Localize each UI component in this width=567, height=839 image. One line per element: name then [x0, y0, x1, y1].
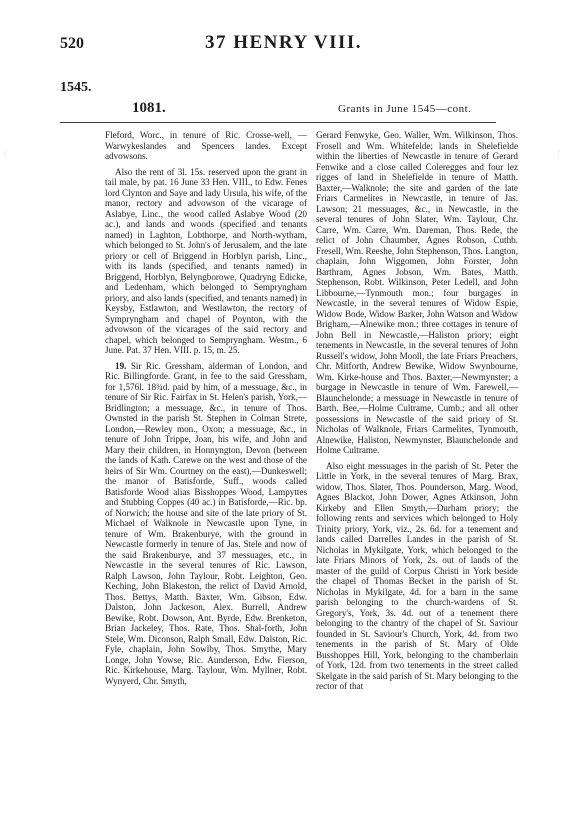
- left-paragraph-2: Also the rent of 3l. 15s. reserved upon the grant in tail male, by pat. 16 June 33 Hen. VIII., to Edw. Fenes lord Clynton and Saye and lady Ursula, his wife, of the manor, rectory and advowson of the vicarage of Aslabye, Linc., the wood called Aslabye Wood (20 ac.), and lands and woods (specified and tenants named) in Laghton, Lobthorpe, and North-wytham, which belonged to St. John's of Jerusalem, and the late priory or cell of Briggend in Horblyn parish, Linc., with its lands (specified, and tenants named) in Briggend, Horblyn, Belyngborowe, Quadryng Edicke, and Ledenham, which belonged to Sempryngham priory, and also lands (specified, and tenants named) in Keysby, Estlawton, and Westlawton, the rectory of Sympryngham and chapel of Poynton, with the advowson of the vicarages of the said rectory and chapel, which belonged to Sempryngham. Westm., 6 June. Pat. 37 Hen. VIII. p. 15, m. 25.: [105, 166, 307, 355]
- entry-19-number: 19.: [115, 360, 127, 371]
- section-heading: Grants in June 1545—cont.: [338, 103, 472, 115]
- header-rule: [60, 122, 496, 123]
- left-edge-watermark: │: [2, 150, 8, 158]
- entry-number: 1081.: [132, 100, 166, 116]
- right-edge-watermark: │: [556, 150, 562, 158]
- right-paragraph-1: Gerard Fenwyke, Geo. Waller, Wm. Wilkinson, Thos. Frosell and Wm. Whitefelde; lands in Shelefielde within the liberties of Newcastle in tenure of Gerard Fenwike and a close called Coleregges and four lez rigges of land in Shelefielde in tenure of Matth. Baxter,—Walknole; the site and garden of the late Friars Carmelites in Newcastle, in tenure of Jas. Lawson; 21 messuages, &c., in Newcastle, in the several tenures of John Slater, Wm. Taylour, Chr. Carre, Wm. Carre, Wm. Dareman, Thos. Rede, the relict of John Chaumber, Agnes Robson, Cuthb. Fresell, Wm. Reeshe, John Stephenson, Thos. Langton, chaplain, John Wiggomen, John Forster, John Barthram, Agnes Jobson, Wm. Bates, Matth. Stephenson, Robt. Wilkinson, Peter Ledell, and John Libbourne,—Tynmouth mon.; four burgages in Newcastle, in the several tenures of Widow Espie, Widow Bode, Widow Barker, John Watson and Widow Brigham,—Alnewike mon.; three cottages in tenure of John Bell in Newcastle,—Haliston priory; eight tenements in Newcastle, in the several tenures of John Russell's widow, John Mooll, the late Friars Preachers, Chr. Mitforth, Andrew Bewike, Widow Swynbourne, Wm. Kirke-house and Thos. Baxter,—Newmynster; a burgage in Newcastle in tenure of Wm. Farewell,—Blaunchelonde; a messuage in Newcastle in tenure of Barth. Bee,—Holme Cultrame, Cumb.; and all other possessions in Newcastle of the said priory of St. Nicholas of Walknole, Friars Carmelites, Tynmouth, Alnewike, Haliston, Newmynster, Blaunchelonde and Holme Cultrame.: [316, 130, 518, 455]
- page-number: 520: [60, 35, 84, 52]
- running-title: 37 HENRY VIII.: [204, 32, 363, 53]
- right-paragraph-2: Also eight messuages in the parish of St. Peter the Little in York, in the several tenures of Marg. Brax, widow, Thos. Slater, Thos. Pounderson, Marg. Wood, Agnes Blackot, John Dower, Agnes Atkinson, John Kirkeby and Ellen Smyth,—Durham priory; the following rents and services which belonged to Holy Trinity priory, York, viz., 2s. 6d. for a tenement and lands called Darrelles Landes in the parish of St. Nicholas in Mykilgate, York, which belonged to the late Friars Minors of York, 2s. out of lands of the master of the guild of Corpus Christi in York beside the chapel of Thomas Becket in the parish of St. Nicholas in Mykilgate, 4d. for a barn in the same parish belonging to the church-wardens of St. Gregory's, York, 3s. 4d. out of a tenement there belonging to the chantry of the chapel of St. Saviour founded in St. Saviour's Church, York, 4d. from two tenements in the parish of St. Mary of Olde Busshoppes Hill, York, belonging to the chamberlain of York, 12d. from two tenements in the street called Skelgate in the said parish of St. Mary belonging to the rector of that: [316, 460, 518, 691]
- entry-19-paragraph: [105, 361, 307, 687]
- page-header: [0, 24, 567, 54]
- left-column: [105, 130, 307, 686]
- left-paragraph-1: Fleford, Worc., in tenure of Ric. Crosse-well, — Warwykeslandes and Spencers landes. Except advowsons.: [105, 130, 307, 161]
- year-label: 1545.: [60, 80, 92, 95]
- right-column: [316, 130, 518, 692]
- entry-19-text: Sir Ric. Gressham, alderman of London, and Ric. Billingforde. Grant, in fee to the said Gressham, for 1,576l. 18¾d. paid by him, of a messuage, &c., in tenure of Sir Ric. Fairfax in St. Helen's parish, York,—Bridlington; a messuage, &c., in tenure of Thos. Ownsted in the parish St. Stephen in Colman Strete, London,—Rewley mon., Oxon; a messuage, &c., in tenure of John Trippe, Joan, his wife, and John and Mary their children, in Honnyngton, Devon (between the lands of Kath. Carewe on the west and those of the heirs of Sir Wm. Courtney on the east),—Dunkeswell; the manor of Batisforde, Suff., woods called Batisforde Wood alias Bisshoppes Wood, Lampyttes and Stubbing Coppes (40 ac.) in Batisforde,—Ric. bp. of Norwich; the house and site of the late priory of St. Michael of Walknole in Newcastle upon Tyne, in tenure of Wm. Brakenburye, with the ground in Newcastle formerly in tenure of Jas. Stele and now of the said Brakenburye, and 37 messuages, etc., in Newcastle in the several tenures of Ric. Lawson, Ralph Lawson, John Taylour, Robt. Leighton, Geo. Keching, John Blakeston, the relict of David Arnold, Thos. Bettys, Matth. Baxter, Wm. Gibson, Edw. Dalston, John Jackeson, Alex. Burrell, Andrew Bewike, Robt. Dowson, Ant. Byrde, Edw. Brenketon, Brian Jackeley, Thos. Rate, Thos. Shal-forth, John Stele, Wm. Diconson, Ralph Small, Edw. Dalston, Ric. Fyle, chaplain, John Sowlby, Thos. Smythe, Mary Longe, John Yowse, Ric. Aunderson, Edw. Fierson, Ric. Kirkehouse, Marg. Taylour, Wm. Myllner, Robt. Wynyerd, Chr. Smyth,: [105, 360, 308, 686]
